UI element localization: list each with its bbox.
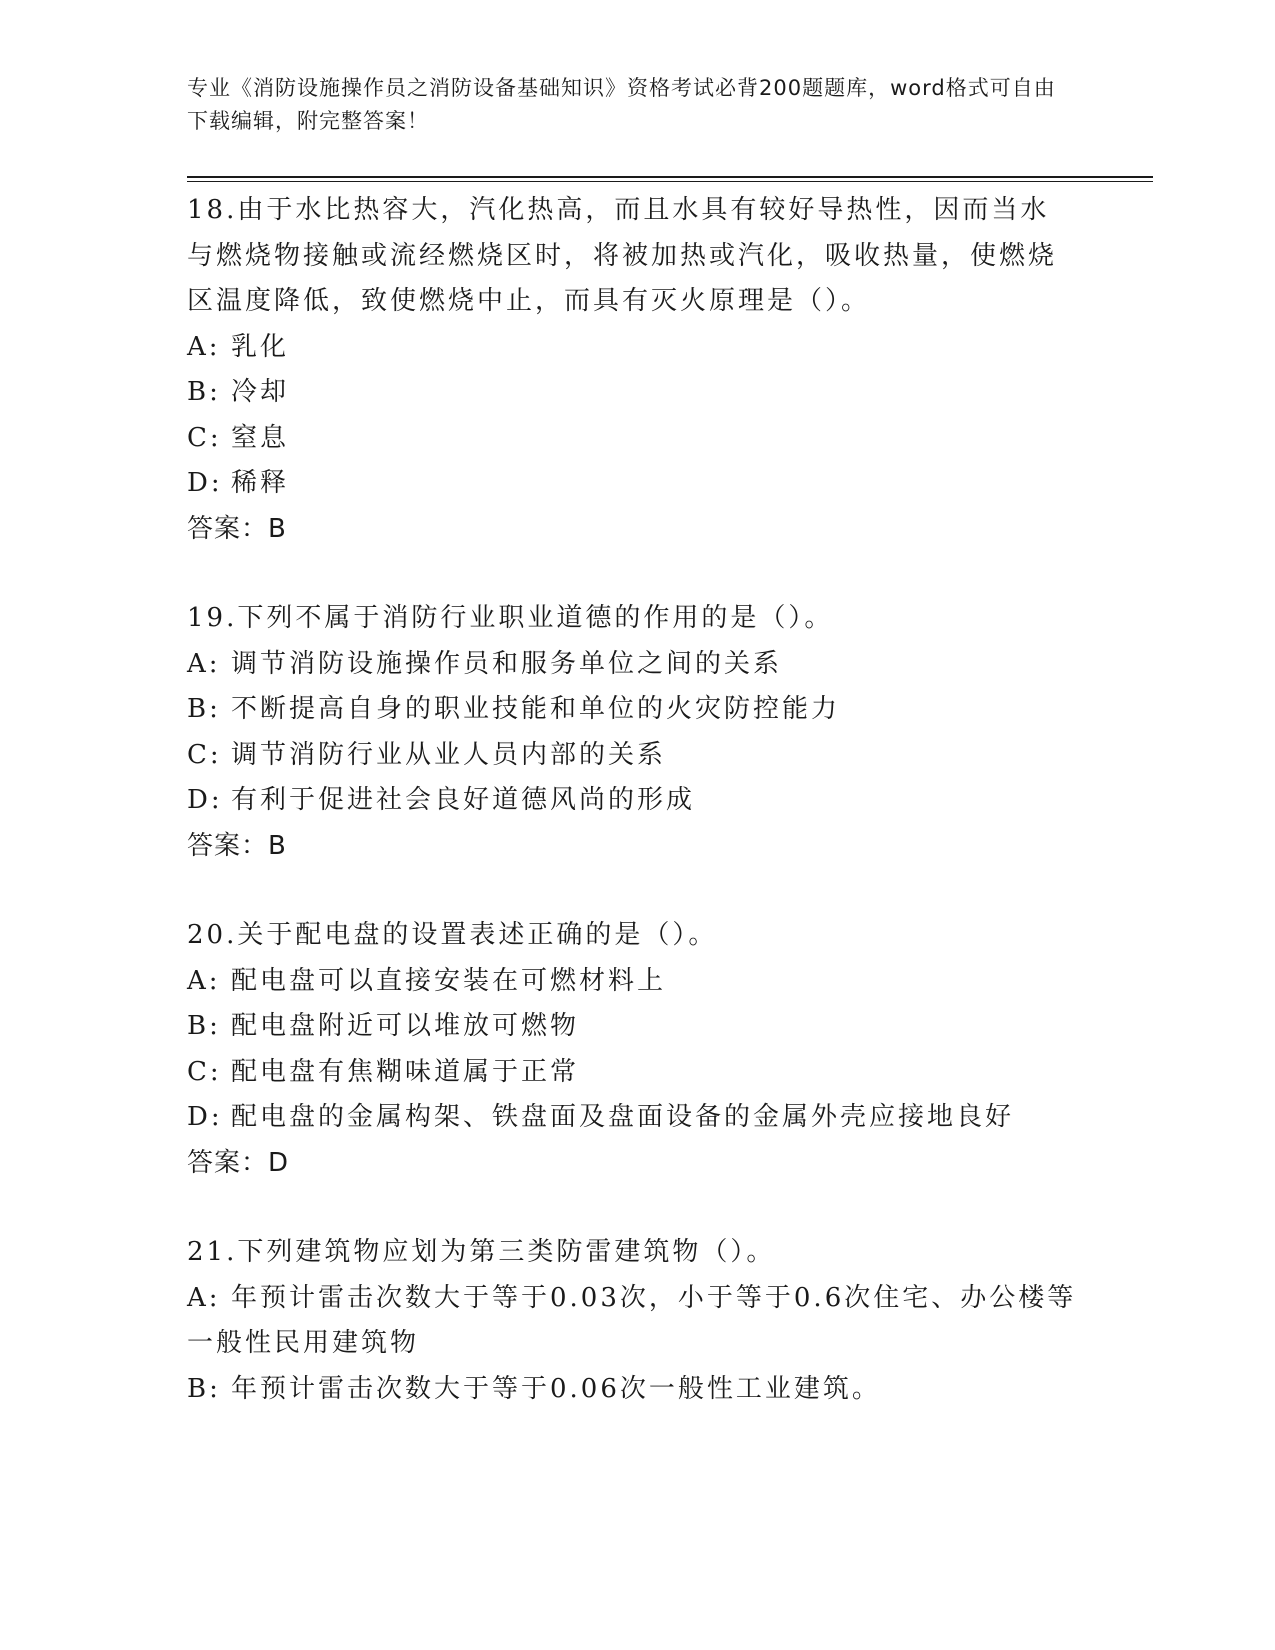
- option-a: [187, 959, 1077, 1005]
- answer-line: 答案：D: [187, 1147, 290, 1178]
- option-key: B:: [187, 694, 221, 724]
- question-19: [187, 596, 1147, 869]
- option-a: [187, 1276, 1077, 1367]
- option-text: 稀释: [231, 468, 290, 498]
- option-d: [187, 1095, 1077, 1141]
- option-text: 冷却: [231, 377, 290, 407]
- question-20: [187, 913, 1147, 1186]
- question-stem: 20.关于配电盘的设置表述正确的是（）。: [187, 920, 718, 950]
- option-text: 配电盘的金属构架、铁盘面及盘面设备的金属外壳应接地良好: [231, 1102, 1015, 1132]
- option-d: [187, 778, 1077, 824]
- question-stem: 19.下列不属于消防行业职业道德的作用的是（）。: [187, 603, 834, 633]
- option-text: 年预计雷击次数大于等于0.06次一般性工业建筑。: [231, 1373, 881, 1404]
- option-text: 有利于促进社会良好道德风尚的形成: [231, 785, 696, 815]
- question-stem: 18.由于水比热容大，汽化热高，而且水具有较好导热性，因而当水与燃烧物接触或流经燃烧区时，将被加热或汽化，吸收热量，使燃烧区温度降低，致使燃烧中止，而具有灭火原理是（）。: [187, 195, 1058, 316]
- option-a: [187, 642, 1077, 688]
- header-rule-thin: [187, 181, 1153, 182]
- option-c: [187, 733, 1077, 779]
- option-text: 不断提高自身的职业技能和单位的火灾防控能力: [231, 694, 841, 724]
- option-key: C:: [187, 739, 222, 770]
- question-list: [187, 188, 1147, 1456]
- option-key: A:: [187, 331, 221, 362]
- answer-line: 答案：B: [187, 830, 287, 861]
- option-key: D:: [187, 785, 223, 815]
- header-text: 专业《消防设施操作员之消防设备基础知识》资格考试必背200题题库，word格式可自由下载编辑，附完整答案！: [187, 76, 1056, 133]
- option-text: 配电盘附近可以堆放可燃物: [231, 1011, 580, 1041]
- option-key: C:: [187, 422, 222, 453]
- option-a: [187, 325, 1077, 371]
- question-stem: 21.下列建筑物应划为第三类防雷建筑物（）。: [187, 1237, 776, 1267]
- option-key: B:: [187, 1011, 221, 1041]
- option-c: [187, 1050, 1077, 1096]
- question-21: [187, 1230, 1147, 1412]
- option-b: [187, 1367, 1077, 1413]
- answer-line: 答案：B: [187, 513, 287, 544]
- option-b: [187, 687, 1077, 733]
- option-key: D:: [187, 468, 223, 498]
- option-text: 配电盘有焦糊味道属于正常: [231, 1056, 580, 1087]
- option-d: [187, 461, 1077, 507]
- option-key: A:: [187, 965, 221, 996]
- option-key: D:: [187, 1102, 223, 1132]
- option-text: 调节消防行业从业人员内部的关系: [231, 739, 667, 770]
- header-rule-thick: [187, 176, 1153, 178]
- option-b: [187, 370, 1077, 416]
- option-text: 窒息: [231, 422, 290, 453]
- option-text: 配电盘可以直接安装在可燃材料上: [231, 965, 667, 996]
- option-text: 年预计雷击次数大于等于0.03次，小于等于0.6次住宅、办公楼等一般性民用建筑物: [187, 1282, 1077, 1358]
- option-key: B:: [187, 377, 221, 407]
- document-header: [187, 72, 1067, 138]
- option-c: [187, 416, 1077, 462]
- option-key: C:: [187, 1056, 222, 1087]
- option-text: 乳化: [231, 331, 290, 362]
- question-18: [187, 188, 1147, 552]
- option-key: A:: [187, 648, 221, 679]
- option-text: 调节消防设施操作员和服务单位之间的关系: [231, 648, 783, 679]
- option-key: B:: [187, 1373, 221, 1404]
- option-b: [187, 1004, 1077, 1050]
- option-key: A:: [187, 1282, 221, 1313]
